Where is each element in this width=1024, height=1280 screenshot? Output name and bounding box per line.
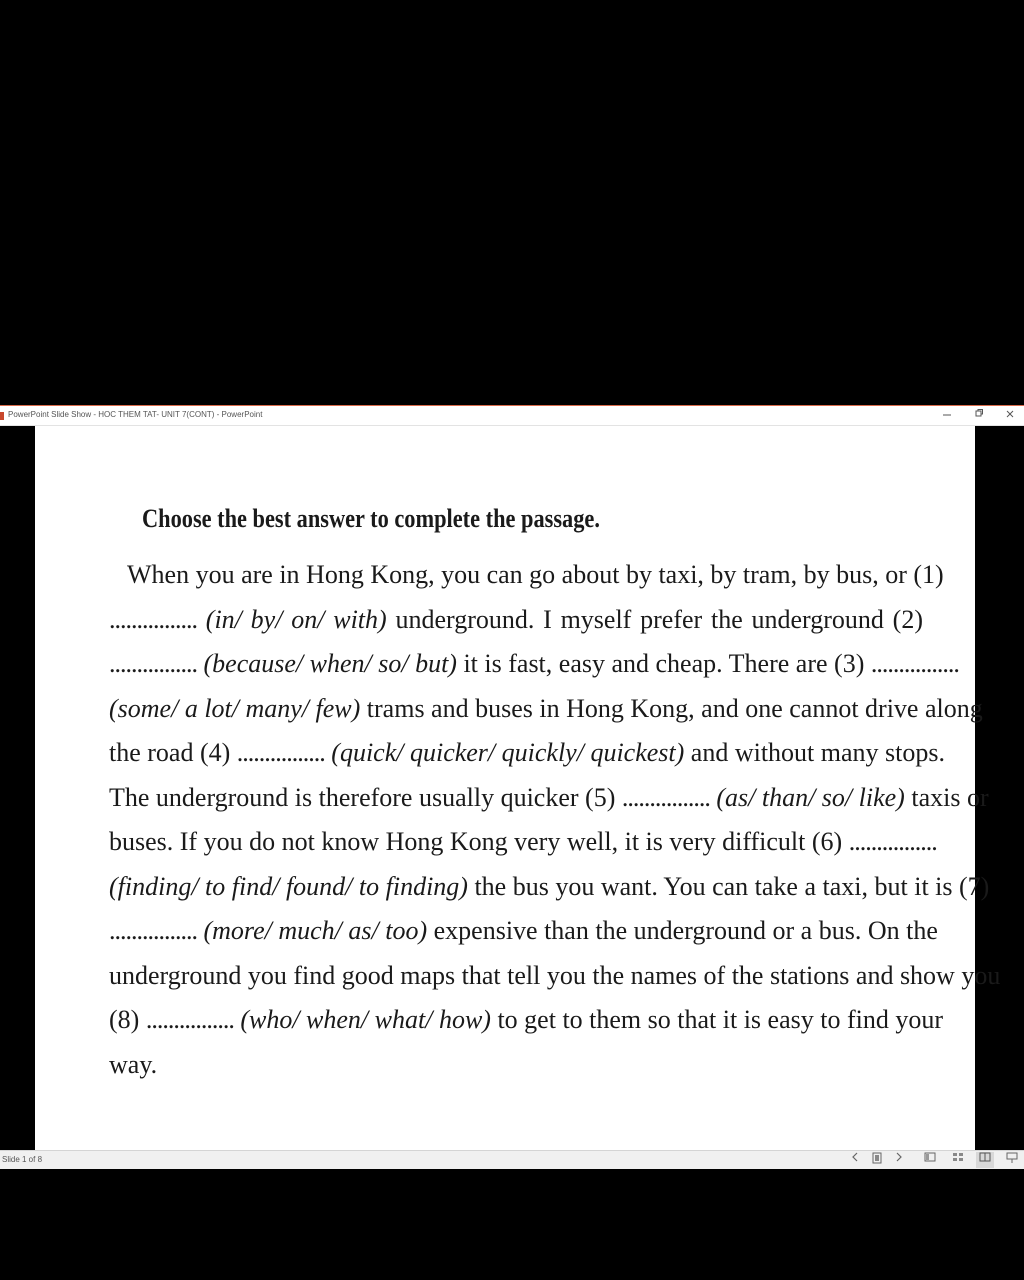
passage: [109, 553, 1001, 1087]
slide-menu-button[interactable]: [868, 1152, 886, 1168]
slide-counter: Slide 1 of 8: [2, 1155, 43, 1164]
passage-line: [109, 820, 937, 865]
passage-line: [109, 642, 959, 687]
answer-options: (finding/ to find/ found/ to finding): [109, 871, 468, 901]
slideshow-icon: [1006, 1152, 1018, 1164]
passage-line: [109, 598, 923, 643]
passage-line: [109, 865, 990, 910]
passage-line: [109, 998, 944, 1043]
answer-options: (some/ a lot/ many/ few): [109, 693, 361, 723]
powerpoint-app-icon: [0, 412, 4, 420]
slide-sorter-button[interactable]: [949, 1152, 967, 1168]
passage-text: expensive than the underground or a bus. On the: [427, 916, 938, 945]
passage-text: taxis or: [904, 782, 989, 812]
restore-button[interactable]: [968, 408, 990, 424]
reading-view-button[interactable]: [976, 1152, 994, 1168]
slide[interactable]: [35, 426, 1001, 1150]
answer-options: (more/ much/ as/ too): [203, 916, 428, 945]
slide-show-area[interactable]: [0, 426, 1024, 1150]
passage-text: and without many stops.: [684, 738, 946, 767]
next-slide-button[interactable]: [890, 1152, 908, 1168]
passage-line: [109, 553, 944, 598]
answer-blank: ................: [848, 827, 937, 856]
answer-options: (in/ by/ on/ with): [205, 604, 387, 634]
minimize-icon: [942, 409, 952, 419]
normal-view-icon: [924, 1152, 936, 1162]
answer-blank: ................: [109, 604, 197, 634]
answer-options: (because/ when/ so/ but): [203, 649, 457, 678]
passage-text: [197, 605, 206, 634]
passage-line: [109, 954, 1001, 999]
passage-text: buses. If you do not know Hong Kong very well, it is very difficult (6): [109, 827, 849, 856]
slideshow-button[interactable]: [1003, 1152, 1021, 1168]
answer-options: (as/ than/ so/ like): [716, 782, 905, 812]
reading-view-icon: [979, 1152, 991, 1162]
passage-text: underground you find good maps that tell you the names of the stations and show you: [109, 960, 1001, 990]
passage-text: The underground is therefore usually quicker (5): [109, 782, 622, 812]
passage-line: [109, 909, 938, 954]
restore-icon: [974, 408, 984, 418]
slide-sorter-icon: [952, 1152, 964, 1162]
close-icon: [1005, 409, 1015, 419]
passage-text: to get to them so that it is easy to find your: [490, 1005, 944, 1034]
passage-text: trams and buses in Hong Kong, and one cannot drive along: [360, 693, 983, 723]
slide-menu-icon: [872, 1152, 882, 1164]
passage-text: way.: [109, 1049, 158, 1079]
passage-text: the road (4): [109, 738, 237, 767]
answer-options: (quick/ quicker/ quickly/ quickest): [331, 738, 685, 767]
passage-text: When you are in Hong Kong, you can go about by taxi, by tram, by bus, or (1): [127, 560, 944, 589]
answer-blank: ................: [145, 1005, 234, 1034]
answer-blank: ................: [621, 782, 710, 812]
window-title: PowerPoint Slide Show - HOC THEM TAT- UNIT 7(CONT) - PowerPoint: [8, 410, 263, 419]
status-bar: [0, 1150, 1024, 1169]
passage-line: [109, 776, 989, 821]
passage-line: [109, 687, 983, 732]
next-slide-icon: [895, 1152, 903, 1162]
answer-options: (who/ when/ what/ how): [240, 1005, 491, 1034]
passage-text: (8): [109, 1005, 146, 1034]
passage-text: the bus you want. You can take a taxi, but it is (7): [467, 871, 990, 901]
minimize-button[interactable]: [936, 408, 958, 424]
passage-text: underground. I myself prefer the underground (2): [386, 604, 923, 634]
close-button[interactable]: [999, 408, 1021, 424]
answer-blank: ................: [109, 916, 197, 945]
window-title-bar[interactable]: [0, 405, 1024, 426]
passage-text: it is fast, easy and cheap. There are (3): [456, 649, 871, 678]
answer-blank: ................: [870, 649, 959, 678]
passage-line: [109, 731, 946, 776]
answer-blank: ................: [109, 649, 197, 678]
normal-view-button[interactable]: [921, 1152, 939, 1168]
answer-blank: ................: [236, 738, 325, 767]
slide-heading: Choose the best answer to complete the passage.: [142, 504, 600, 533]
previous-slide-icon: [851, 1152, 859, 1162]
previous-slide-button[interactable]: [846, 1152, 864, 1168]
passage-line: [109, 1043, 923, 1088]
